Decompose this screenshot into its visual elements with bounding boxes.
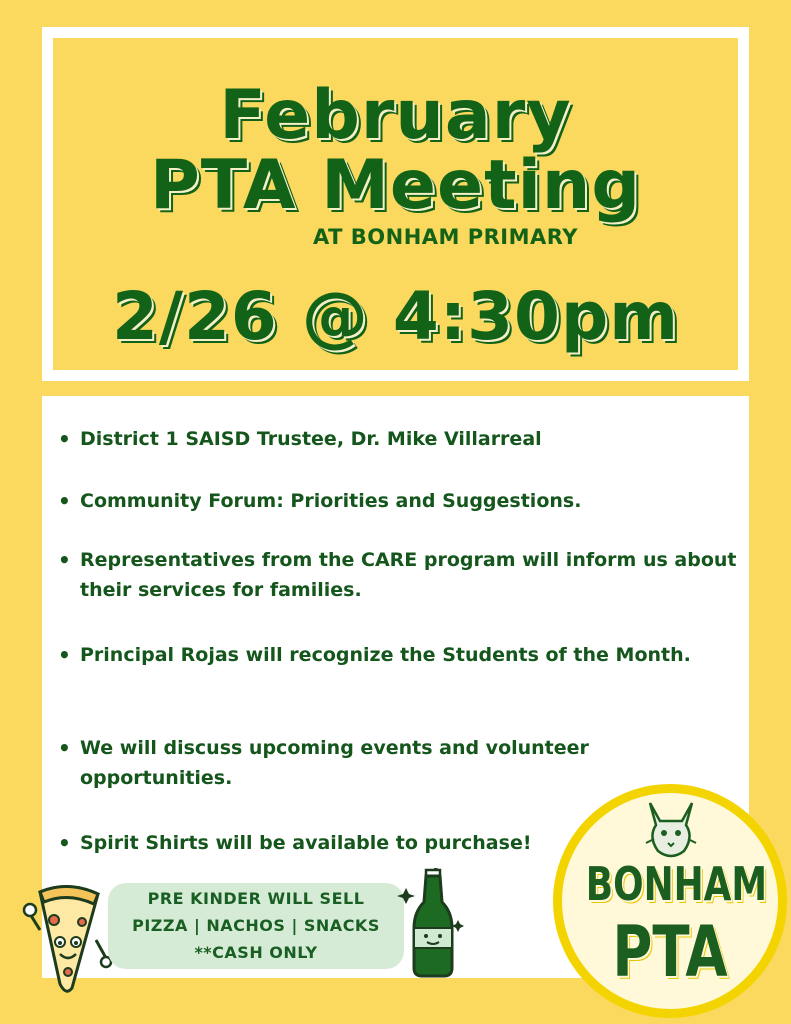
title-location: AT BONHAM PRIMARY <box>313 225 578 249</box>
bullet: • <box>58 831 71 855</box>
agenda-item <box>58 486 740 516</box>
bullet: • <box>58 643 71 667</box>
title-month: February <box>219 76 572 155</box>
title-datetime: 2/26 @ 4:30pm <box>111 278 679 355</box>
sale-line-payment: **CASH ONLY <box>194 943 318 962</box>
bullet: • <box>58 427 71 451</box>
bonham-pta-logo <box>553 784 787 1018</box>
agenda-item <box>58 424 740 454</box>
agenda-item-text: District 1 SAISD Trustee, Dr. Mike Villarreal <box>80 428 542 450</box>
sale-line-seller: PRE KINDER WILL SELL <box>147 889 365 908</box>
agenda-item-text: We will discuss upcoming events and volunteer opportunities. <box>80 737 589 789</box>
bullet: • <box>58 489 71 513</box>
agenda-item <box>58 640 740 670</box>
agenda-item-text: Community Forum: Priorities and Suggestions. <box>80 490 582 512</box>
lynx-mascot-icon <box>644 799 698 859</box>
agenda-item-text: Representatives from the CARE program will inform us about their services for families. <box>80 549 737 601</box>
bullet: • <box>58 736 71 760</box>
agenda-item-text: Spirit Shirts will be available to purchase! <box>80 832 532 854</box>
title-event: PTA Meeting <box>149 146 642 225</box>
bullet: • <box>58 548 71 572</box>
soda-bottle-icon <box>396 868 466 980</box>
sale-line-items: PIZZA | NACHOS | SNACKS <box>132 916 380 935</box>
pizza-slice-icon <box>20 880 116 1000</box>
agenda-item <box>58 545 740 605</box>
agenda-item-text: Principal Rojas will recognize the Students of the Month. <box>80 644 691 666</box>
logo-org-name: PTA <box>612 911 728 993</box>
title-box <box>42 27 749 381</box>
sale-banner <box>108 883 404 969</box>
logo-school-name: BONHAM <box>585 857 768 911</box>
agenda-item <box>58 733 740 793</box>
